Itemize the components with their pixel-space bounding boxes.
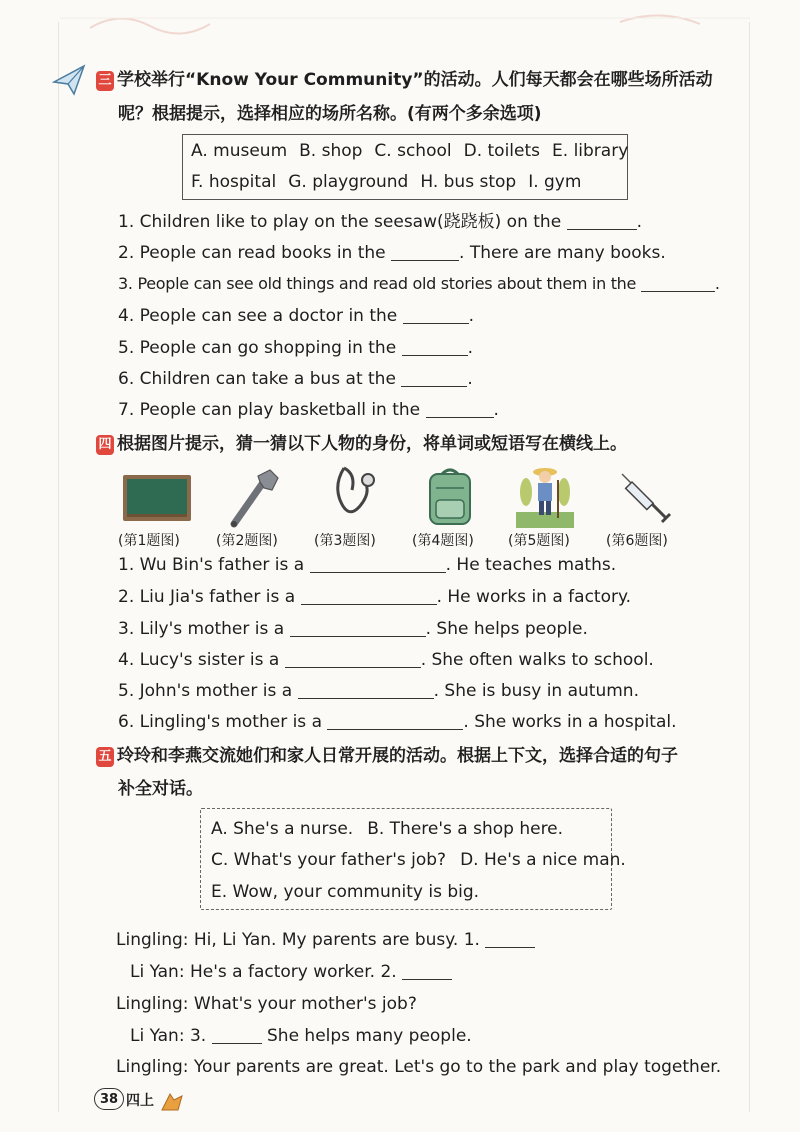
dialogue-1-text: Lingling: Hi, Li Yan. My parents are busy. 1. bbox=[116, 930, 480, 950]
s4-q2-post: . He works in a factory. bbox=[436, 587, 632, 607]
s3-q1-post: . bbox=[636, 212, 642, 232]
s3-question-2 bbox=[118, 242, 666, 264]
s3-q2-post: . There are many books. bbox=[459, 243, 666, 263]
s3-q1-blank[interactable] bbox=[567, 213, 637, 230]
dialogue-4-blank[interactable] bbox=[212, 1027, 262, 1044]
paper-plane-icon bbox=[52, 64, 86, 96]
section-5-number: 五 bbox=[96, 747, 114, 767]
dialogue-line-2 bbox=[130, 962, 452, 982]
s3-q6-post: . bbox=[467, 369, 473, 389]
dialogue-1-blank[interactable] bbox=[485, 931, 535, 948]
dialogue-5-text: Lingling: Your parents are great. Let's go to the park and play together. bbox=[116, 1057, 722, 1077]
dialogue-line-5 bbox=[116, 1057, 721, 1077]
section-3-number: 三 bbox=[96, 71, 114, 91]
s3-q4-post: . bbox=[468, 306, 475, 326]
s4-question-4 bbox=[118, 649, 654, 671]
footer bbox=[94, 1086, 194, 1116]
caption-3: (第3题图) bbox=[314, 533, 376, 549]
s3-q7-blank[interactable] bbox=[426, 401, 494, 418]
s4-q1-text: 1. Wu Bin's father is a bbox=[118, 555, 305, 575]
s4-question-2 bbox=[118, 586, 631, 608]
s4-q1-blank[interactable] bbox=[310, 556, 446, 573]
s4-question-5 bbox=[118, 680, 639, 702]
section-3-options-box bbox=[182, 134, 628, 200]
section-3-title-line2: 呢？根据提示，选择相应的场所名称。(有两个多余选项) bbox=[118, 104, 542, 124]
option-e: E. library bbox=[552, 141, 629, 161]
s4-q3-blank[interactable] bbox=[290, 620, 426, 637]
option-h: H. bus stop bbox=[420, 172, 517, 192]
s5-option-e: E. Wow, your community is big. bbox=[211, 882, 480, 902]
section-3-options-row2 bbox=[191, 172, 593, 192]
caption-1: (第1题图) bbox=[118, 533, 180, 549]
option-b: B. shop bbox=[299, 141, 363, 161]
section-3-title-text: 学校举行“Know Your Community”的活动。人们每天都会在哪些场所活动 bbox=[117, 70, 713, 90]
s3-q4-blank[interactable] bbox=[403, 307, 469, 324]
s5-option-b: B. There's a shop here. bbox=[367, 819, 564, 839]
dialogue-3-text: Lingling: What's your mother's job? bbox=[116, 994, 417, 1014]
dialogue-2-blank[interactable] bbox=[402, 963, 452, 980]
s4-q5-text: 5. John's mother is a bbox=[118, 681, 293, 701]
s3-q2-blank[interactable] bbox=[391, 244, 459, 261]
s4-question-1 bbox=[118, 554, 616, 576]
s3-q3-blank[interactable] bbox=[641, 275, 715, 292]
s3-q1-text: 1. Children like to play on the seesaw(跷跷板) on the bbox=[118, 212, 562, 232]
s3-q6-blank[interactable] bbox=[401, 370, 467, 387]
s4-q5-post: . She is busy in autumn. bbox=[433, 681, 639, 701]
s3-q4-text: 4. People can see a doctor in the bbox=[118, 306, 398, 326]
section-4-title-text: 根据图片提示，猜一猜以下人物的身份，将单词或短语写在横线上。 bbox=[117, 434, 627, 454]
s4-q6-blank[interactable] bbox=[327, 713, 463, 730]
section-5-options-box bbox=[200, 808, 626, 910]
dialogue-4-post: She helps many people. bbox=[261, 1026, 472, 1046]
s3-q6-text: 6. Children can take a bus at the bbox=[118, 369, 396, 389]
page-number: 38 bbox=[94, 1088, 124, 1110]
option-f: F. hospital bbox=[191, 172, 277, 192]
grade-label: 四上 bbox=[126, 1093, 154, 1109]
dialogue-line-1 bbox=[116, 930, 535, 950]
s5-option-d: D. He's a nice man. bbox=[460, 850, 626, 870]
s3-question-4 bbox=[118, 305, 474, 327]
s4-q3-post: . She helps people. bbox=[425, 619, 588, 639]
syringe-icon bbox=[618, 470, 674, 526]
caption-5: (第5题图) bbox=[508, 533, 570, 549]
blackboard-icon bbox=[122, 474, 192, 522]
s4-q6-post: . She works in a hospital. bbox=[463, 712, 677, 732]
s5-options-row3 bbox=[211, 882, 493, 902]
s4-q2-blank[interactable] bbox=[301, 588, 437, 605]
s4-q4-blank[interactable] bbox=[285, 651, 421, 668]
s4-q5-blank[interactable] bbox=[298, 682, 434, 699]
s3-q7-text: 7. People can play basketball in the bbox=[118, 400, 421, 420]
option-i: I. gym bbox=[528, 172, 582, 192]
option-g: G. playground bbox=[288, 172, 409, 192]
dialogue-line-3 bbox=[116, 994, 417, 1014]
s5-options-row1 bbox=[211, 819, 577, 839]
s3-question-3 bbox=[118, 273, 720, 295]
s4-question-3 bbox=[118, 618, 588, 640]
s4-question-6 bbox=[118, 711, 677, 733]
s5-options-row2 bbox=[211, 850, 640, 870]
section-3-options-row1 bbox=[191, 141, 640, 161]
wrench-icon bbox=[226, 466, 282, 530]
section-3-title bbox=[96, 68, 713, 92]
s3-q3-post: . bbox=[714, 274, 720, 293]
caption-6: (第6题图) bbox=[606, 533, 668, 549]
s3-question-7 bbox=[118, 399, 499, 421]
dialogue-line-4 bbox=[130, 1026, 472, 1046]
caption-2: (第2题图) bbox=[216, 533, 278, 549]
s5-option-a: A. She's a nurse. bbox=[211, 819, 354, 839]
s3-question-5 bbox=[118, 337, 473, 359]
farmer-icon bbox=[516, 462, 574, 528]
s3-question-1 bbox=[118, 211, 642, 233]
s4-q6-text: 6. Lingling's mother is a bbox=[118, 712, 322, 732]
s4-q3-text: 3. Lily's mother is a bbox=[118, 619, 285, 639]
caption-4: (第4题图) bbox=[412, 533, 474, 549]
section-5-title-text: 玲玲和李燕交流她们和家人日常开展的活动。根据上下文，选择合适的句子 bbox=[117, 746, 678, 766]
s3-q5-post: . bbox=[467, 338, 473, 358]
section-4-title bbox=[96, 432, 627, 456]
s3-q2-text: 2. People can read books in the bbox=[118, 243, 386, 263]
dialogue-2-text: Li Yan: He's a factory worker. 2. bbox=[130, 962, 397, 982]
backpack-icon bbox=[424, 466, 476, 528]
option-c: C. school bbox=[374, 141, 452, 161]
section-5-title-line2: 补全对话。 bbox=[118, 779, 203, 799]
top-decoration bbox=[60, 0, 750, 40]
s4-q1-post: . He teaches maths. bbox=[445, 555, 617, 575]
s3-q3-text: 3. People can see old things and read old stories about them in the bbox=[118, 274, 637, 293]
stethoscope-icon bbox=[326, 464, 382, 530]
dialogue-4-text: Li Yan: 3. bbox=[130, 1026, 207, 1046]
s4-q2-text: 2. Liu Jia's father is a bbox=[118, 587, 296, 607]
s3-q7-post: . bbox=[493, 400, 499, 420]
s3-q5-text: 5. People can go shopping in the bbox=[118, 338, 397, 358]
s4-q4-post: . She often walks to school. bbox=[420, 650, 654, 670]
s4-q4-text: 4. Lucy's sister is a bbox=[118, 650, 280, 670]
s3-question-6 bbox=[118, 368, 473, 390]
s3-q5-blank[interactable] bbox=[402, 339, 468, 356]
option-a: A. museum bbox=[191, 141, 288, 161]
option-d: D. toilets bbox=[463, 141, 541, 161]
fox-mascot-icon bbox=[160, 1088, 184, 1112]
section-4-number: 四 bbox=[96, 435, 114, 455]
s5-option-c: C. What's your father's job? bbox=[211, 850, 447, 870]
section-5-title bbox=[96, 744, 678, 768]
